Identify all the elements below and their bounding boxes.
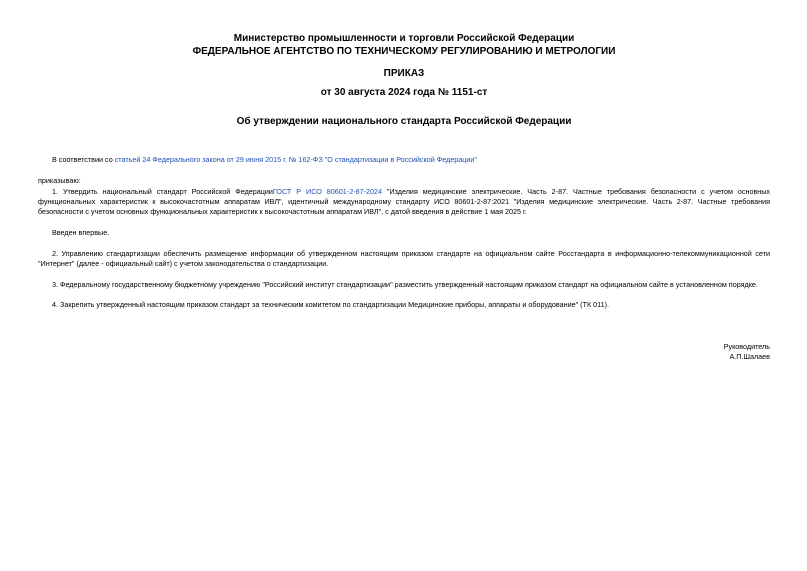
signature-name: А.П.Шалаев xyxy=(729,352,770,361)
federal-law-link[interactable]: статьей 24 Федерального закона от 29 июня 2015 г. № 162-ФЗ "О стандартизации в Российской Федерации" xyxy=(114,155,477,164)
paragraph-2: 2. Управлению стандартизации обеспечить размещение информации об утвержденном настоящим приказом стандарте на официальном сайте Росстандарта в информационно-телекоммуникационной сети "Интернет" (далее - официальный сайт) с учетом законодательства о стандартизации. xyxy=(38,249,770,268)
agency-name: ФЕДЕРАЛЬНОЕ АГЕНТСТВО ПО ТЕХНИЧЕСКОМУ РЕГУЛИРОВАНИЮ И МЕТРОЛОГИИ xyxy=(192,46,616,57)
gost-standard-link[interactable]: ГОСТ Р ИСО 80601-2-87-2024 xyxy=(272,187,382,196)
paragraph-4: 4. Закрепить утвержденный настоящим приказом стандарт за техническим комитетом по стандартизации Медицинские приборы, аппараты и оборудование" (ТК 011). xyxy=(52,300,609,309)
paragraph-1-suffix: "Изделия медицинские электрические. Часть 2-87. Частные требования безопасности с учетом основных функциональных характеристик к высокочастотным аппаратам ИВЛ", идентичный международному стандарту ИСО 80601-2-87:2021 "Изделия медицинские электрические. Часть 2-87. Частные требования безопасности с учетом основных функциональных характеристик к высокочастотным аппаратам ИВЛ", с датой введения в действие 1 мая 2025 г. xyxy=(38,187,770,216)
paragraph-1 xyxy=(38,187,770,217)
intro-note: Введен впервые. xyxy=(52,228,110,237)
basis-paragraph xyxy=(38,155,770,165)
ministry-name: Министерство промышленности и торговли Российской Федерации xyxy=(233,33,575,44)
signature-role: Руководитель xyxy=(723,342,770,351)
order-date: от 30 августа 2024 года № 1151-ст xyxy=(320,87,488,98)
orders-word: приказываю: xyxy=(38,176,81,185)
paragraph-1-prefix: 1. Утвердить национальный стандарт Российской Федерации xyxy=(52,187,273,196)
order-title: ПРИКАЗ xyxy=(383,68,425,79)
basis-prefix: В соответствии со xyxy=(52,155,115,164)
document-title: Об утверждении национального стандарта Российской Федерации xyxy=(236,116,572,127)
paragraph-3: 3. Федеральному государственному бюджетному учреждению "Российский институт стандартизации" разместить утвержденный настоящим приказом стандарт на официальном сайте в установленном порядке. xyxy=(52,280,758,289)
